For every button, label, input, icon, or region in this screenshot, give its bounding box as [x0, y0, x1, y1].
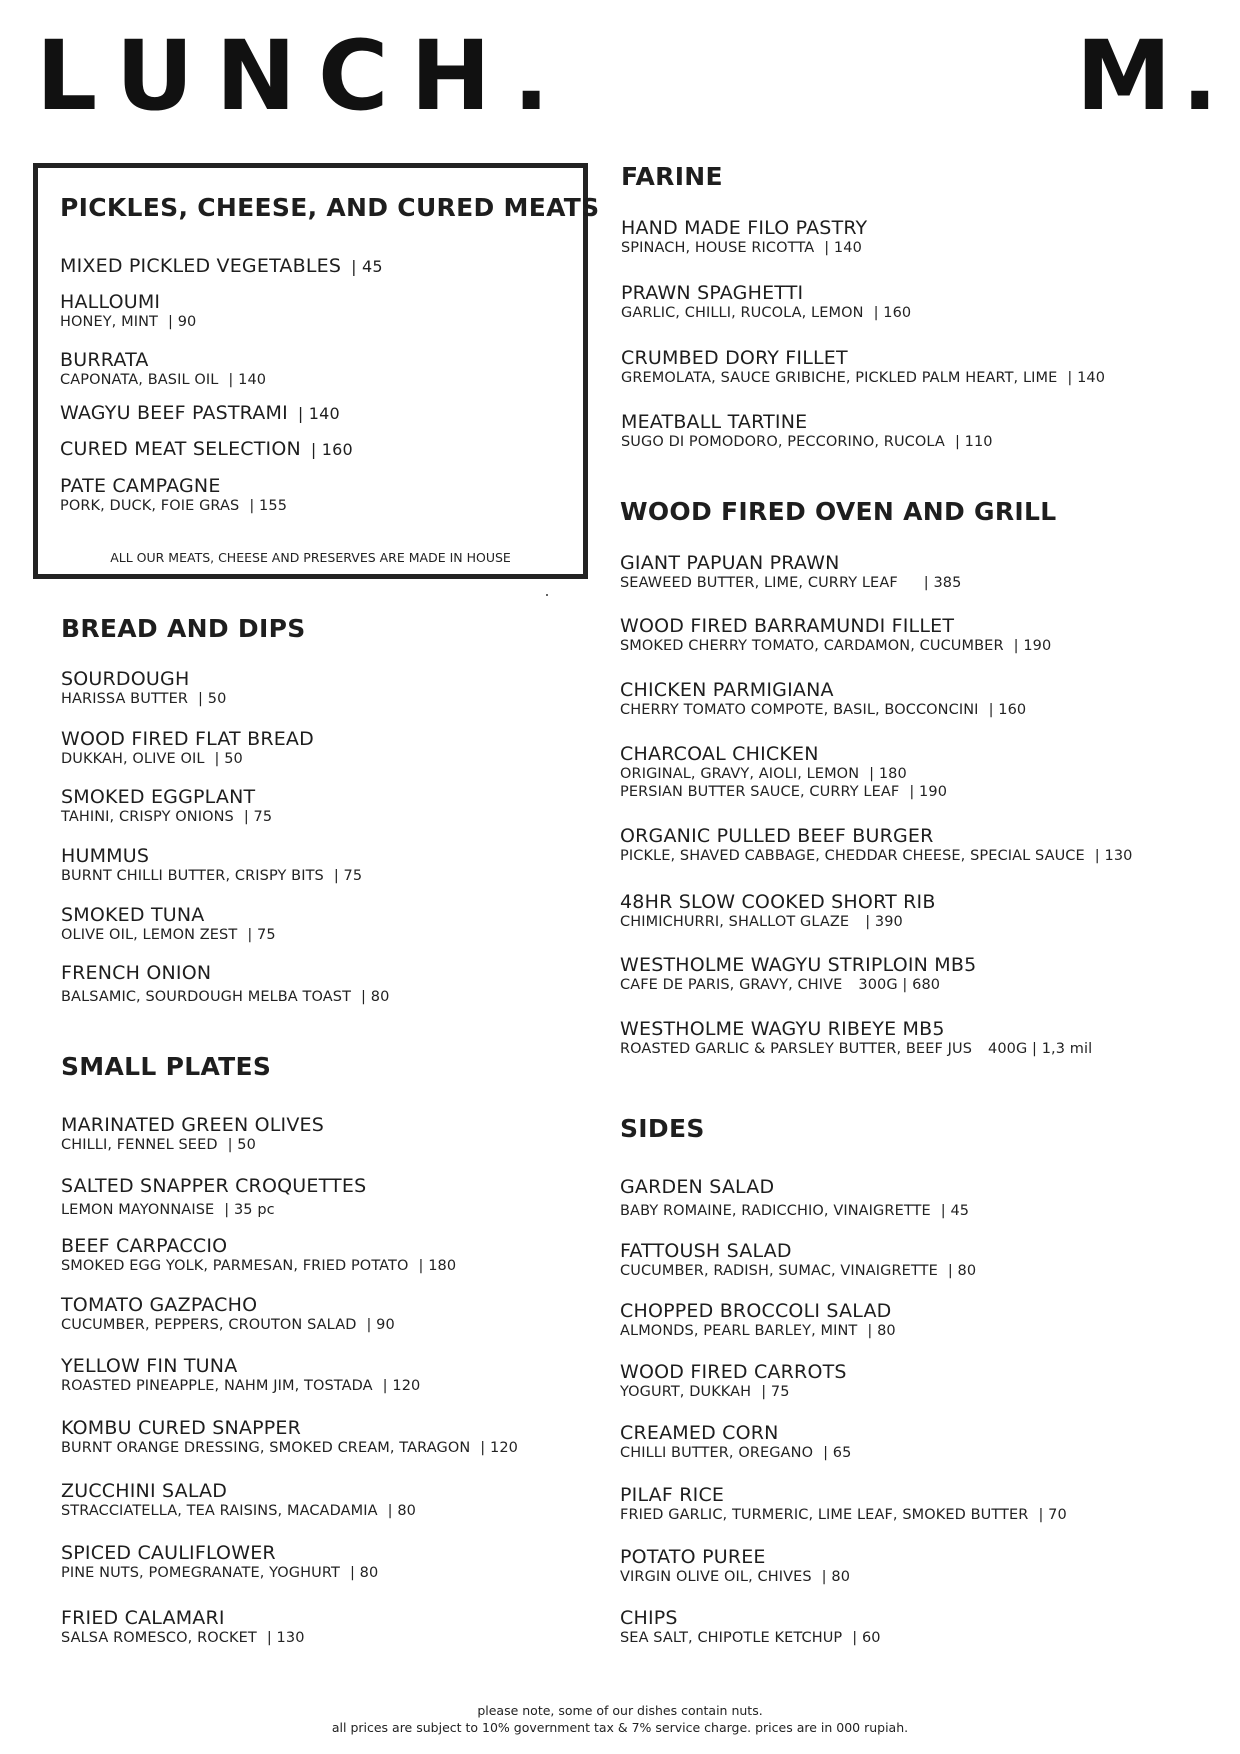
logo: M. [1076, 20, 1228, 132]
item-desc: CUCUMBER, PEPPERS, CROUTON SALAD [61, 1317, 357, 1333]
item-price: 400G | 1,3 mil [988, 1041, 1093, 1057]
item-name: WOOD FIRED BARRAMUNDI FILLET [620, 615, 955, 637]
item-name: MARINATED GREEN OLIVES [61, 1114, 325, 1136]
footer-nuts-note: please note, some of our dishes contain nuts. [477, 1703, 763, 1718]
item-price: | 75 [333, 868, 363, 884]
item-desc: ROASTED GARLIC & PARSLEY BUTTER, BEEF JUS [620, 1041, 972, 1057]
item-desc: BURNT ORANGE DRESSING, SMOKED CREAM, TARAGON [61, 1440, 471, 1456]
menu-item [620, 891, 936, 931]
item-name: FRENCH ONION [61, 962, 212, 984]
item-desc: HONEY, MINT [60, 314, 158, 330]
item-desc: LEMON MAYONNAISE [61, 1202, 215, 1218]
menu-item [621, 411, 993, 451]
item-price: | 140 [228, 372, 267, 388]
menu-item [61, 1294, 395, 1334]
menu-title: LUNCH. [36, 20, 572, 132]
item-price: | 80 [821, 1569, 851, 1585]
item-desc: VIRGIN OLIVE OIL, CHIVES [620, 1569, 812, 1585]
item-name: HUMMUS [61, 845, 150, 867]
item-name: HALLOUMI [60, 291, 161, 313]
item-desc: PORK, DUCK, FOIE GRAS [60, 498, 240, 514]
item-price: | 110 [954, 434, 993, 450]
menu-item [620, 954, 976, 994]
item-price: | 50 [227, 1137, 256, 1153]
item-price: | 190 [909, 784, 948, 800]
item-desc: CAPONATA, BASIL OIL [60, 372, 219, 388]
item-name: MIXED PICKLED VEGETABLES [60, 255, 342, 277]
item-name: CRUMBED DORY FILLET [621, 347, 848, 369]
item-name: MEATBALL TARTINE [621, 411, 808, 433]
item-desc: SMOKED CHERRY TOMATO, CARDAMON, CUCUMBER [620, 638, 1004, 654]
item-price: | 140 [297, 404, 340, 423]
item-price: | 90 [366, 1317, 395, 1333]
menu-item [620, 1484, 1067, 1524]
item-desc: BABY ROMAINE, RADICCHIO, VINAIGRETTE [620, 1203, 931, 1219]
menu-item [61, 1175, 366, 1219]
item-price: | 80 [349, 1565, 379, 1581]
item-name: PRAWN SPAGHETTI [621, 282, 804, 304]
menu-item [61, 1417, 518, 1457]
item-name: 48HR SLOW COOKED SHORT RIB [620, 891, 936, 913]
item-price: | 160 [873, 305, 912, 321]
item-name: CHOPPED BROCCOLI SALAD [620, 1300, 892, 1322]
menu-item [621, 347, 1105, 387]
item-name: WOOD FIRED FLAT BREAD [61, 728, 314, 750]
item-desc: CHIMICHURRI, SHALLOT GLAZE [620, 914, 850, 930]
item-price: | 80 [947, 1263, 977, 1279]
item-desc: PERSIAN BUTTER SAUCE, CURRY LEAF [620, 784, 900, 800]
menu-item [620, 1240, 976, 1280]
item-name: CHIPS [620, 1607, 678, 1629]
item-price: | 50 [198, 691, 227, 707]
item-name: WESTHOLME WAGYU RIBEYE MB5 [620, 1018, 945, 1040]
item-desc: BURNT CHILLI BUTTER, CRISPY BITS [61, 868, 324, 884]
item-name: GIANT PAPUAN PRAWN [620, 552, 840, 574]
menu-item [61, 962, 389, 1006]
section-sides [620, 1114, 1067, 1646]
menu-item [60, 255, 383, 278]
item-price: | 75 [247, 927, 276, 943]
item-desc: CHILLI BUTTER, OREGANO [620, 1445, 814, 1461]
footer-tax-note: all prices are subject to 10% government tax & 7% service charge. prices are in 000 rupiah. [331, 1720, 909, 1735]
item-desc: STRACCIATELLA, TEA RAISINS, MACADAMIA [61, 1503, 378, 1519]
section-small-plates [61, 1052, 518, 1646]
item-name: CHARCOAL CHICKEN [620, 743, 819, 765]
item-price: | 120 [382, 1378, 421, 1394]
item-price: | 45 [940, 1203, 970, 1219]
menu-item [60, 438, 353, 461]
item-name: FATTOUSH SALAD [620, 1240, 792, 1262]
item-price: | 60 [852, 1630, 881, 1646]
menu-item [620, 1018, 1092, 1058]
item-price: | 180 [869, 766, 907, 782]
menu-item [620, 743, 947, 801]
item-name: BURRATA [60, 349, 149, 371]
item-desc: SMOKED EGG YOLK, PARMESAN, FRIED POTATO [61, 1258, 409, 1274]
section-title: WOOD FIRED OVEN AND GRILL [620, 497, 1057, 526]
menu-item [61, 904, 276, 944]
menu-item [620, 552, 961, 592]
item-price: | 90 [168, 314, 197, 330]
item-name: KOMBU CURED SNAPPER [61, 1417, 301, 1439]
item-desc: HARISSA BUTTER [61, 691, 189, 707]
item-price: | 140 [824, 240, 862, 256]
item-desc: CUCUMBER, RADISH, SUMAC, VINAIGRETTE [620, 1263, 938, 1279]
menu-item [61, 1480, 416, 1520]
section-pickles [60, 193, 600, 514]
menu-item [61, 786, 272, 826]
menu-item [620, 1607, 881, 1647]
item-desc: GREMOLATA, SAUCE GRIBICHE, PICKLED PALM HEART, LIME [621, 370, 1058, 386]
item-desc: CAFE DE PARIS, GRAVY, CHIVE [620, 977, 843, 993]
menu-item [60, 291, 196, 331]
item-desc: OLIVE OIL, LEMON ZEST [61, 927, 238, 943]
item-desc: TAHINI, CRISPY ONIONS [61, 809, 234, 825]
menu-item [60, 349, 266, 389]
menu-item [60, 402, 340, 425]
item-price: | 385 [923, 575, 962, 591]
item-name: WOOD FIRED CARROTS [620, 1361, 847, 1383]
menu-item [621, 282, 911, 322]
item-name: SOURDOUGH [61, 668, 190, 690]
item-price: | 75 [761, 1384, 790, 1400]
section-title: PICKLES, CHEESE, AND CURED MEATS [60, 193, 600, 222]
item-price: | 390 [865, 914, 903, 930]
menu-item [620, 1422, 851, 1462]
menu-item [61, 1542, 378, 1582]
item-name: PATE CAMPAGNE [60, 475, 221, 497]
item-price: | 50 [214, 751, 243, 767]
item-price: | 180 [418, 1258, 457, 1274]
section-title: SMALL PLATES [61, 1052, 272, 1081]
item-price: | 80 [867, 1323, 896, 1339]
item-price: | 75 [243, 809, 273, 825]
item-desc: SPINACH, HOUSE RICOTTA [621, 240, 815, 256]
item-price: | 80 [387, 1503, 416, 1519]
item-desc: SUGO DI POMODORO, PECCORINO, RUCOLA [621, 434, 945, 450]
menu-item [61, 845, 362, 885]
item-desc: ALMONDS, PEARL BARLEY, MINT [620, 1323, 858, 1339]
item-desc: SALSA ROMESCO, ROCKET [61, 1630, 257, 1646]
item-name: WESTHOLME WAGYU STRIPLOIN MB5 [620, 954, 977, 976]
item-name: YELLOW FIN TUNA [61, 1355, 238, 1377]
item-name: SALTED SNAPPER CROQUETTES [61, 1175, 367, 1197]
house-made-note: ALL OUR MEATS, CHEESE AND PRESERVES ARE MADE IN HOUSE [110, 550, 511, 565]
item-desc: ROASTED PINEAPPLE, NAHM JIM, TOSTADA [61, 1378, 373, 1394]
item-desc: CHERRY TOMATO COMPOTE, BASIL, BOCCONCINI [620, 702, 979, 718]
item-price: | 45 [351, 257, 383, 276]
menu-item [620, 1300, 896, 1340]
item-name: SMOKED EGGPLANT [61, 786, 256, 808]
section-title: SIDES [620, 1114, 705, 1143]
item-name: ZUCCHINI SALAD [61, 1480, 228, 1502]
menu-item [61, 1235, 456, 1275]
item-name: HAND MADE FILO PASTRY [621, 217, 868, 239]
item-name: WAGYU BEEF PASTRAMI [60, 402, 288, 424]
menu-item [620, 1176, 969, 1220]
item-price: | 130 [1094, 848, 1133, 864]
menu-item [61, 1355, 420, 1395]
item-price: | 140 [1067, 370, 1106, 386]
item-name: TOMATO GAZPACHO [61, 1294, 258, 1316]
item-price: | 190 [1013, 638, 1052, 654]
item-name: POTATO PUREE [620, 1546, 766, 1568]
menu-item [620, 1546, 850, 1586]
item-name: PILAF RICE [620, 1484, 725, 1506]
item-desc: BALSAMIC, SOURDOUGH MELBA TOAST [61, 989, 352, 1005]
menu-item [620, 615, 1051, 655]
item-desc: SEA SALT, CHIPOTLE KETCHUP [620, 1630, 843, 1646]
item-price: | 35 pc [224, 1202, 275, 1218]
item-desc: PICKLE, SHAVED CABBAGE, CHEDDAR CHEESE, SPECIAL SAUCE [620, 848, 1085, 864]
menu-item [61, 1607, 305, 1647]
item-name: CHICKEN PARMIGIANA [620, 679, 834, 701]
menu-item [620, 825, 1132, 865]
item-price: | 155 [249, 498, 288, 514]
menu-item [620, 1361, 847, 1401]
item-desc: GARLIC, CHILLI, RUCOLA, LEMON [621, 305, 864, 321]
item-desc: CHILLI, FENNEL SEED [61, 1137, 218, 1153]
item-name: SMOKED TUNA [61, 904, 205, 926]
item-name: BEEF CARPACCIO [61, 1235, 228, 1257]
item-price: 300G | 680 [858, 977, 941, 993]
item-price: | 65 [823, 1445, 852, 1461]
item-price: | 160 [988, 702, 1027, 718]
item-desc: SEAWEED BUTTER, LIME, CURRY LEAF [620, 575, 898, 591]
item-desc: DUKKAH, OLIVE OIL [61, 751, 205, 767]
item-name: CURED MEAT SELECTION [60, 438, 301, 460]
item-desc: PINE NUTS, POMEGRANATE, YOGHURT [61, 1565, 340, 1581]
menu-item [620, 679, 1026, 719]
menu-item [61, 668, 226, 708]
item-name: ORGANIC PULLED BEEF BURGER [620, 825, 934, 847]
menu-item [61, 1114, 324, 1154]
menu-item [621, 217, 867, 257]
item-desc: ORIGINAL, GRAVY, AIOLI, LEMON [620, 766, 860, 782]
section-title: FARINE [621, 162, 723, 191]
item-name: CREAMED CORN [620, 1422, 779, 1444]
item-name: FRIED CALAMARI [61, 1607, 225, 1629]
item-name: SPICED CAULIFLOWER [61, 1542, 276, 1564]
stray-dot [546, 594, 548, 596]
item-desc: FRIED GARLIC, TURMERIC, LIME LEAF, SMOKED BUTTER [620, 1507, 1029, 1523]
item-price: | 120 [480, 1440, 518, 1456]
item-price: | 130 [266, 1630, 305, 1646]
menu-item [60, 475, 287, 515]
section-bread [61, 614, 390, 1005]
item-price: | 70 [1038, 1507, 1067, 1523]
item-desc: YOGURT, DUKKAH [620, 1384, 752, 1400]
item-price: | 80 [361, 989, 390, 1005]
section-title: BREAD AND DIPS [61, 614, 306, 643]
item-price: | 160 [310, 440, 353, 459]
item-name: GARDEN SALAD [620, 1176, 775, 1198]
section-farine [621, 162, 1106, 450]
menu-item [61, 728, 314, 768]
section-wood-fired [620, 497, 1133, 1057]
